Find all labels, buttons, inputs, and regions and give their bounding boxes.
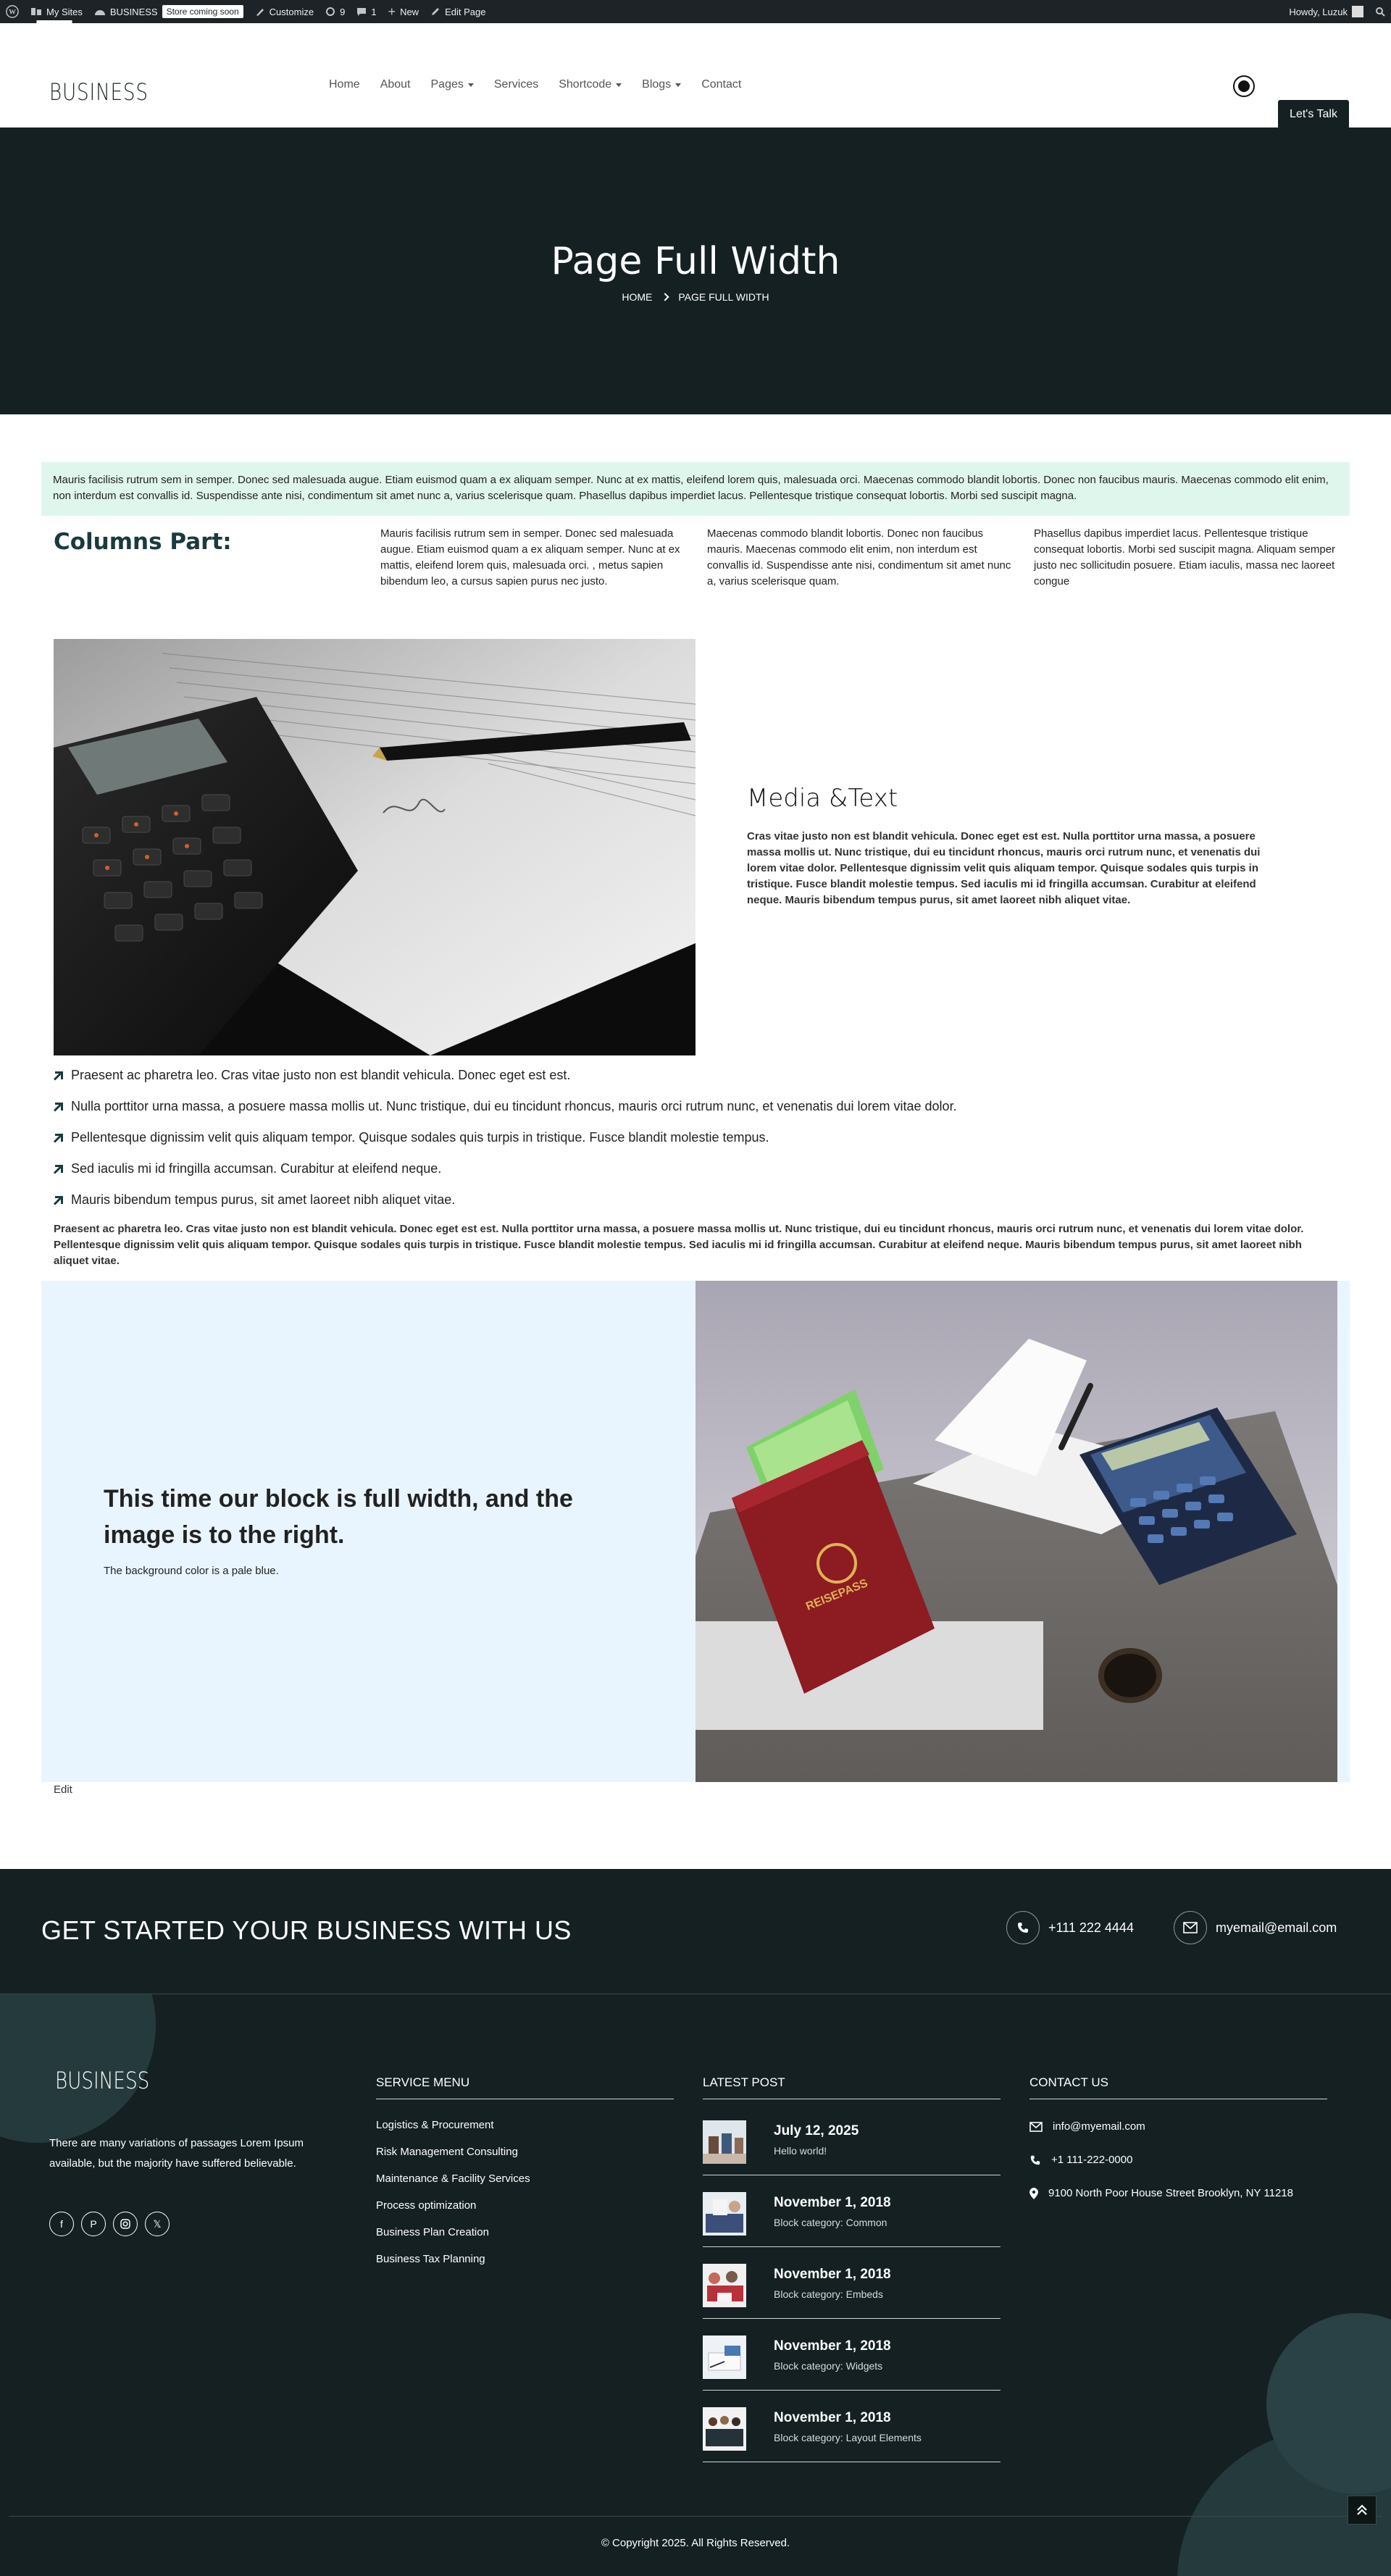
- map-pin-icon: [1029, 2188, 1038, 2199]
- new-content-link[interactable]: [383, 0, 425, 23]
- my-sites-icon: [30, 7, 42, 17]
- footer-logo[interactable]: BUSINESS: [55, 2067, 150, 2094]
- passport-label: REISEPASS: [804, 1577, 870, 1613]
- cta-phone-link[interactable]: [1006, 1911, 1134, 1944]
- contact-phone: +1 111-222-0000: [1051, 2154, 1133, 2166]
- phone-icon: [1029, 2154, 1041, 2166]
- list-item: [54, 1130, 1343, 1161]
- media-text-body: Cras vitae justo non est blandit vehicula. Donec eget est est. Nulla porttitor urna massa, a posuere massa mollis ut. Nunc tristique, dui eu tincidunt rhoncus, mauris orci rutrum nunc, et venenatis dui lorem vitae dolor. Pellentesque dignissim velit quis aliquam tempor. Quisque sodales quis turpis in tristique. Fusce blandit molestie tempus. Sed iaculis mi id fringilla accumsan. Curabitur at eleifend neque. Mauris bibendum tempus purus, sit amet laoreet nibh aliquet vitae.: [747, 830, 1261, 906]
- updates-link[interactable]: [319, 0, 351, 23]
- scroll-to-top-button[interactable]: [1348, 2496, 1377, 2525]
- column-2-text: Maecenas commodo blandit lobortis. Donec non faucibus mauris. Maecenas commodo elit enim, non interdum est convallis id. Suspendisse ante nisi, condimentum sit amet nunc a, varius scelerisque quam.: [707, 527, 1011, 587]
- service-menu: [376, 2119, 530, 2280]
- facebook-icon[interactable]: f: [49, 2212, 74, 2236]
- post-date: July 12, 2025: [774, 2123, 859, 2138]
- chevron-down-icon: [468, 83, 474, 87]
- post-date: November 1, 2018: [774, 2338, 891, 2354]
- passport-calculator-image: [696, 1281, 1337, 1782]
- post-category: Hello world!: [774, 2145, 827, 2157]
- page-title: Page Full Width: [551, 240, 840, 283]
- cta-email-link[interactable]: [1174, 1911, 1337, 1944]
- nav-about[interactable]: [380, 78, 411, 91]
- howdy-label: Howdy, Luzuk: [1289, 6, 1348, 17]
- list-item-text: Pellentesque dignissim velit quis aliquam tempor. Quisque sodales quis turpis in tristique. Fusce blandit molestie tempus.: [71, 1130, 769, 1145]
- breadcrumb: [0, 291, 1391, 303]
- post-category: Block category: Common: [774, 2217, 887, 2228]
- list-item-text: Mauris bibendum tempus purus, sit amet laoreet nibh aliquet vitae.: [71, 1192, 456, 1207]
- column-1-text: Mauris facilisis rutrum sem in semper. Donec sed malesuada augue. Etiam euismod quam a ex aliquam semper. Nunc at ex mattis, eleifend lorem quis, malesuada orci. , metus sapien bibendum leo, a cursus sapien purus nec justo.: [380, 527, 680, 587]
- page-hero: [0, 127, 1391, 414]
- post-thumbnail: [703, 2407, 746, 2451]
- coming-soon-badge[interactable]: Store coming soon: [162, 5, 243, 18]
- arrow-up-right-icon: [54, 1102, 64, 1112]
- pinterest-icon[interactable]: P: [81, 2212, 106, 2236]
- post-thumbnail: [703, 2335, 746, 2379]
- breadcrumb-current: PAGE FULL WIDTH: [678, 291, 769, 303]
- calculator-pen-image: [54, 639, 696, 1055]
- copyright-text: © Copyright 2025. All Rights Reserved.: [601, 2537, 790, 2549]
- customize-label: Customize: [269, 6, 314, 17]
- list-item: [54, 1068, 1343, 1099]
- site-header: [0, 23, 1391, 127]
- nav-about-label: About: [380, 78, 411, 91]
- site-name-menu[interactable]: [88, 0, 249, 23]
- lets-talk-button[interactable]: Let's Talk: [1278, 100, 1349, 129]
- chevron-down-icon: [616, 83, 622, 87]
- arrow-up-right-icon: [54, 1164, 64, 1174]
- post-date: November 1, 2018: [774, 2410, 891, 2425]
- service-link[interactable]: Business Plan Creation: [376, 2226, 489, 2238]
- arrow-up-right-icon: [54, 1071, 64, 1081]
- post-date: November 1, 2018: [774, 2195, 891, 2210]
- footer-divider: [9, 2516, 1382, 2517]
- plus-icon: +: [388, 4, 396, 19]
- updates-count: 9: [340, 6, 346, 17]
- post-thumbnail: [703, 2192, 746, 2236]
- nav-shortcode[interactable]: [559, 78, 622, 91]
- instagram-icon[interactable]: [113, 2212, 138, 2236]
- social-links: [49, 2212, 170, 2236]
- site-footer: [0, 1994, 1391, 2576]
- nav-home[interactable]: [329, 78, 360, 91]
- phone-icon: [1006, 1911, 1040, 1944]
- list-item: [54, 1161, 1343, 1192]
- notice-paragraph: Mauris facilisis rutrum sem in semper. Donec sed malesuada augue. Etiam euismod quam a ex aliquam semper. Nunc at ex mattis, eleifend lorem quis, malesuada orci. Maecenas commodo blandit lobortis. Donec non faucibus mauris. Maecenas commodo elit enim, non interdum est convallis id. Suspendisse ante nisi, condimentum sit amet nunc a, varius scelerisque quam. Phasellus dapibus imperdiet lacus. Pellentesque tristique consequat lobortis. Morbi sed suscipit magna.: [41, 462, 1350, 516]
- envelope-icon: [1029, 2122, 1043, 2132]
- chevron-right-icon: [661, 293, 669, 301]
- cta-email: myemail@email.com: [1216, 1920, 1337, 1935]
- footer-about-text: There are many variations of passages Lorem Ipsum available, but the majority have suffered believable.: [49, 2137, 304, 2170]
- latest-post-item[interactable]: [703, 2397, 1001, 2462]
- envelope-icon: [1174, 1911, 1207, 1944]
- nav-services-label: Services: [493, 78, 539, 91]
- service-link[interactable]: Business Tax Planning: [376, 2253, 485, 2265]
- latest-post-heading: LATEST POST: [703, 2075, 1001, 2099]
- cta-heading: GET STARTED YOUR BUSINESS WITH US: [41, 1915, 572, 1945]
- comments-count: 1: [371, 6, 377, 17]
- admin-bar: [0, 0, 1391, 23]
- nav-shortcode-label: Shortcode: [559, 78, 612, 91]
- post-category: Block category: Widgets: [774, 2360, 883, 2372]
- cta-band: [0, 1869, 1391, 1994]
- post-category: Block category: Layout Elements: [774, 2432, 922, 2443]
- edit-page-label: Edit Page: [445, 6, 486, 17]
- edit-link[interactable]: Edit: [54, 1783, 72, 1796]
- nav-blogs[interactable]: [642, 78, 681, 91]
- contact-address: 9100 North Poor House Street Brooklyn, NY 11218: [1048, 2187, 1293, 2199]
- latest-post-item[interactable]: [703, 2110, 1001, 2175]
- nav-contact-label: Contact: [701, 78, 742, 91]
- latest-post-item[interactable]: [703, 2182, 1001, 2247]
- list-item: [54, 1099, 1343, 1130]
- account-menu[interactable]: [1283, 0, 1369, 23]
- double-chevron-up-icon: [1355, 2503, 1369, 2517]
- breadcrumb-home[interactable]: HOME: [622, 291, 653, 303]
- admin-search[interactable]: [1369, 0, 1391, 23]
- avatar: [1352, 6, 1363, 17]
- cta-phone: +111 222 4444: [1048, 1920, 1134, 1935]
- theme-toggle-icon[interactable]: [1233, 75, 1255, 97]
- chevron-down-icon: [675, 83, 681, 87]
- brush-icon: [255, 7, 265, 17]
- media-text-heading: Media &Text: [747, 784, 898, 813]
- contact-address-row: [1029, 2187, 1293, 2199]
- nav-blogs-label: Blogs: [642, 78, 672, 91]
- pencil-icon: [430, 7, 440, 17]
- list-item-text: Sed iaculis mi id fringilla accumsan. Curabitur at eleifend neque.: [71, 1161, 442, 1176]
- post-date: November 1, 2018: [774, 2267, 891, 2282]
- columns-heading: Columns Part:: [54, 529, 232, 555]
- full-width-block-heading: This time our block is full width, and the image is to the right.: [104, 1485, 573, 1549]
- service-link[interactable]: Logistics & Procurement: [376, 2119, 494, 2131]
- main-nav: [329, 78, 741, 91]
- service-link[interactable]: Risk Management Consulting: [376, 2146, 518, 2158]
- contact-email-link[interactable]: [1029, 2120, 1145, 2133]
- list-item-text: Nulla porttitor urna massa, a posuere massa mollis ut. Nunc tristique, dui eu tincidunt rhoncus, mauris orci rutrum nunc, et venenatis dui lorem vitae dolor.: [71, 1099, 957, 1113]
- post-thumbnail: [703, 2120, 746, 2164]
- contact-heading: CONTACT US: [1029, 2075, 1327, 2099]
- my-sites-label: My Sites: [46, 6, 83, 17]
- service-menu-heading: SERVICE MENU: [376, 2075, 674, 2099]
- feature-list: [54, 1068, 1343, 1224]
- arrow-up-right-icon: [54, 1133, 64, 1143]
- site-logo[interactable]: BUSINESS: [49, 78, 149, 106]
- bold-paragraph: Praesent ac pharetra leo. Cras vitae justo non est blandit vehicula. Donec eget est est. Nulla porttitor urna massa, a posuere massa mollis ut. Nunc tristique, dui eu tincidunt rhoncus, mauris orci rutrum nunc, et venenatis dui lorem vitae dolor. Pellentesque dignissim velit quis aliquam tempor. Quisque sodales quis turpis in tristique. Fusce blandit molestie tempus. Sed iaculis mi id fringilla accumsan. Curabitur at eleifend neque. Mauris bibendum tempus purus, sit amet laoreet nibh aliquet vitae.: [54, 1223, 1304, 1267]
- latest-post-item[interactable]: [703, 2325, 1001, 2391]
- site-name-label: BUSINESS: [109, 6, 158, 17]
- full-width-block-text: The background color is a pale blue.: [104, 1565, 279, 1577]
- comment-icon: [356, 7, 367, 17]
- latest-post-item[interactable]: [703, 2254, 1001, 2319]
- service-link[interactable]: Process optimization: [376, 2199, 477, 2212]
- service-link[interactable]: Maintenance & Facility Services: [376, 2173, 530, 2185]
- list-item-text: Praesent ac pharetra leo. Cras vitae justo non est blandit vehicula. Donec eget est est.: [71, 1068, 571, 1082]
- list-item: [54, 1192, 1343, 1224]
- contact-phone-link[interactable]: [1029, 2154, 1132, 2166]
- arrow-up-right-icon: [54, 1195, 64, 1205]
- nav-contact[interactable]: [701, 78, 741, 91]
- customize-link[interactable]: [249, 0, 319, 23]
- wordpress-logo-icon[interactable]: [0, 0, 25, 23]
- edit-page-link[interactable]: [425, 0, 491, 23]
- column-3-text: Phasellus dapibus imperdiet lacus. Pellentesque tristique consequat lobortis. Morbi sed suscipit magna. Aliquam semper justo nec sollicitudin posuere. Etiam iaculis, massa nec laoreet congue: [1034, 527, 1336, 587]
- x-twitter-icon[interactable]: 𝕏: [145, 2212, 170, 2236]
- new-label: New: [400, 6, 419, 17]
- nav-pages-label: Pages: [430, 78, 464, 91]
- post-category: Block category: Embeds: [774, 2288, 883, 2300]
- post-thumbnail: [703, 2264, 746, 2307]
- svg-text:W: W: [9, 8, 16, 17]
- nav-services[interactable]: [494, 78, 538, 91]
- dashboard-icon: [94, 7, 106, 17]
- contact-email: info@myemail.com: [1053, 2120, 1145, 2133]
- nav-pages[interactable]: [431, 78, 474, 91]
- updates-icon: [325, 7, 335, 17]
- comments-link[interactable]: [351, 0, 382, 23]
- search-icon: [1375, 7, 1385, 17]
- nav-home-label: Home: [329, 78, 360, 91]
